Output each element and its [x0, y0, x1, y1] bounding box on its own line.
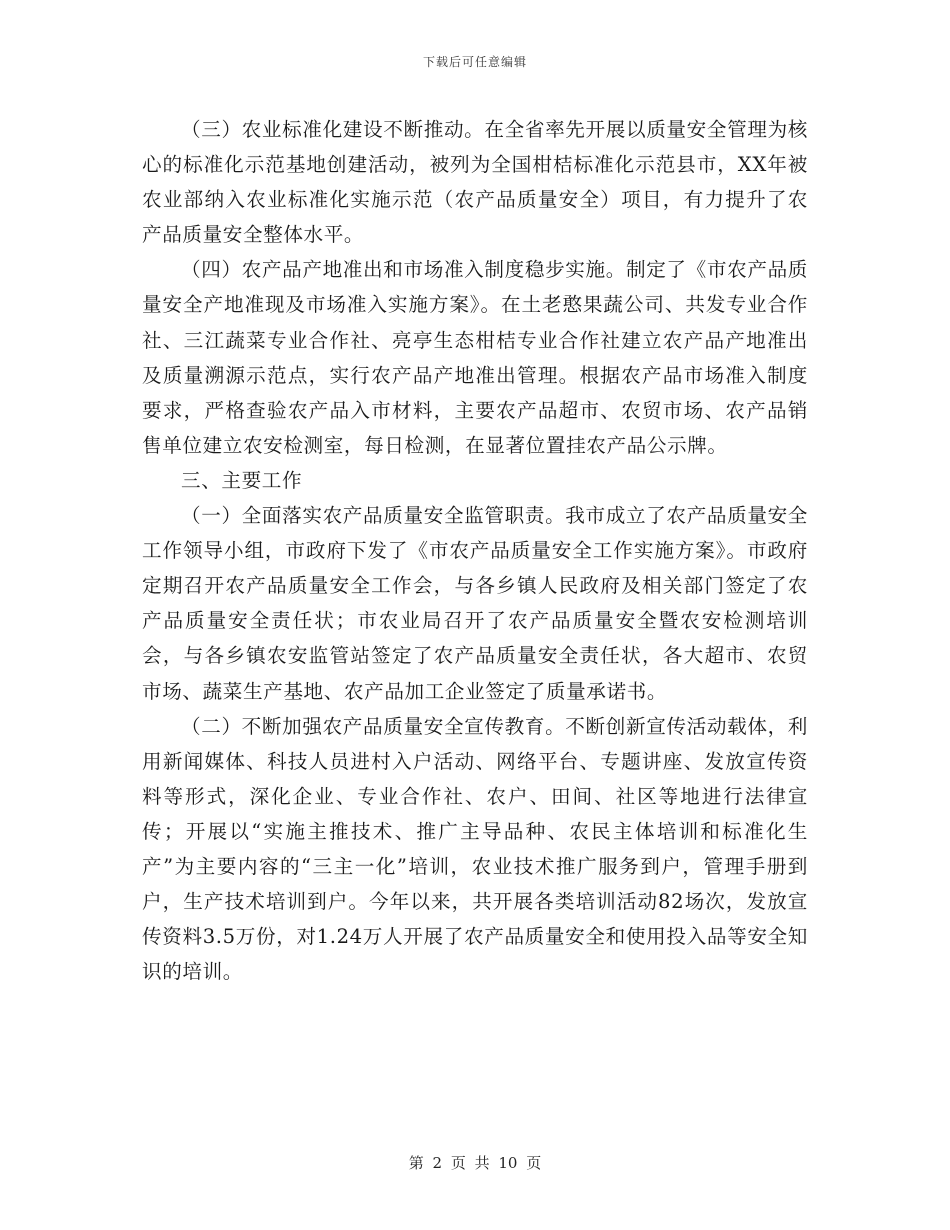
section-heading-main-work: 三、主要工作	[181, 468, 303, 492]
paragraph-agri-standardization: （三）农业标准化建设不断推动。在全省率先开展以质量安全管理为核心的标准化示范基地创建活动，被列为全国柑桔标准化示范县市，XX年被农业部纳入农业标准化实施示范（农产品质量安全）项目，有力提升了农产品质量安全整体水平。	[142, 118, 808, 247]
page-header: 下载后可任意编辑	[422, 55, 527, 69]
page-number: 第 2 页 共 10 页	[408, 1154, 542, 1172]
paragraph-publicity-education: （二）不断加强农产品质量安全宣传教育。不断创新宣传活动载体，利用新闻媒体、科技人员进村入户活动、网络平台、专题讲座、发放宣传资料等形式，深化企业、专业合作社、农户、田间、社区等地进行法律宣传；开展以“实施主推技术、推广主导品种、农民主体培训和标准化生产”为主要内容的“三主一化”培训，农业技术推广服务到户，管理手册到户，生产技术培训到户。今年以来，共开展各类培训活动82场次，发放宣传资料3.5万份，对1.24万人开展了农产品质量安全和使用投入品等安全知识的培训。	[142, 714, 808, 984]
paragraph-market-access: （四）农产品产地准出和市场准入制度稳步实施。制定了《市农产品质量安全产地准现及市场准入实施方案》。在土老憨果蔬公司、共发专业合作社、三江蔬菜专业合作社、亮亭生态柑桔专业合作社建立农产品产地准出及质量溯源示范点，实行农产品产地准出管理。根据农产品市场准入制度要求，严格查验农产品入市材料，主要农产品超市、农贸市场、农产品销售单位建立农安检测室，每日检测，在显著位置挂农产品公示牌。	[142, 258, 808, 457]
document-body	[142, 112, 808, 989]
paragraph-supervision-duties: （一）全面落实农产品质量安全监管职责。我市成立了农产品质量安全工作领导小组，市政府下发了《市农产品质量安全工作实施方案》。市政府定期召开农产品质量安全工作会，与各乡镇人民政府及相关部门签定了农产品质量安全责任状；市农业局召开了农产品质量安全暨农安检测培训会，与各乡镇农安监管站签定了农产品质量安全责任状，各大超市、农贸市场、蔬菜生产基地、农产品加工企业签定了质量承诺书。	[142, 504, 808, 703]
